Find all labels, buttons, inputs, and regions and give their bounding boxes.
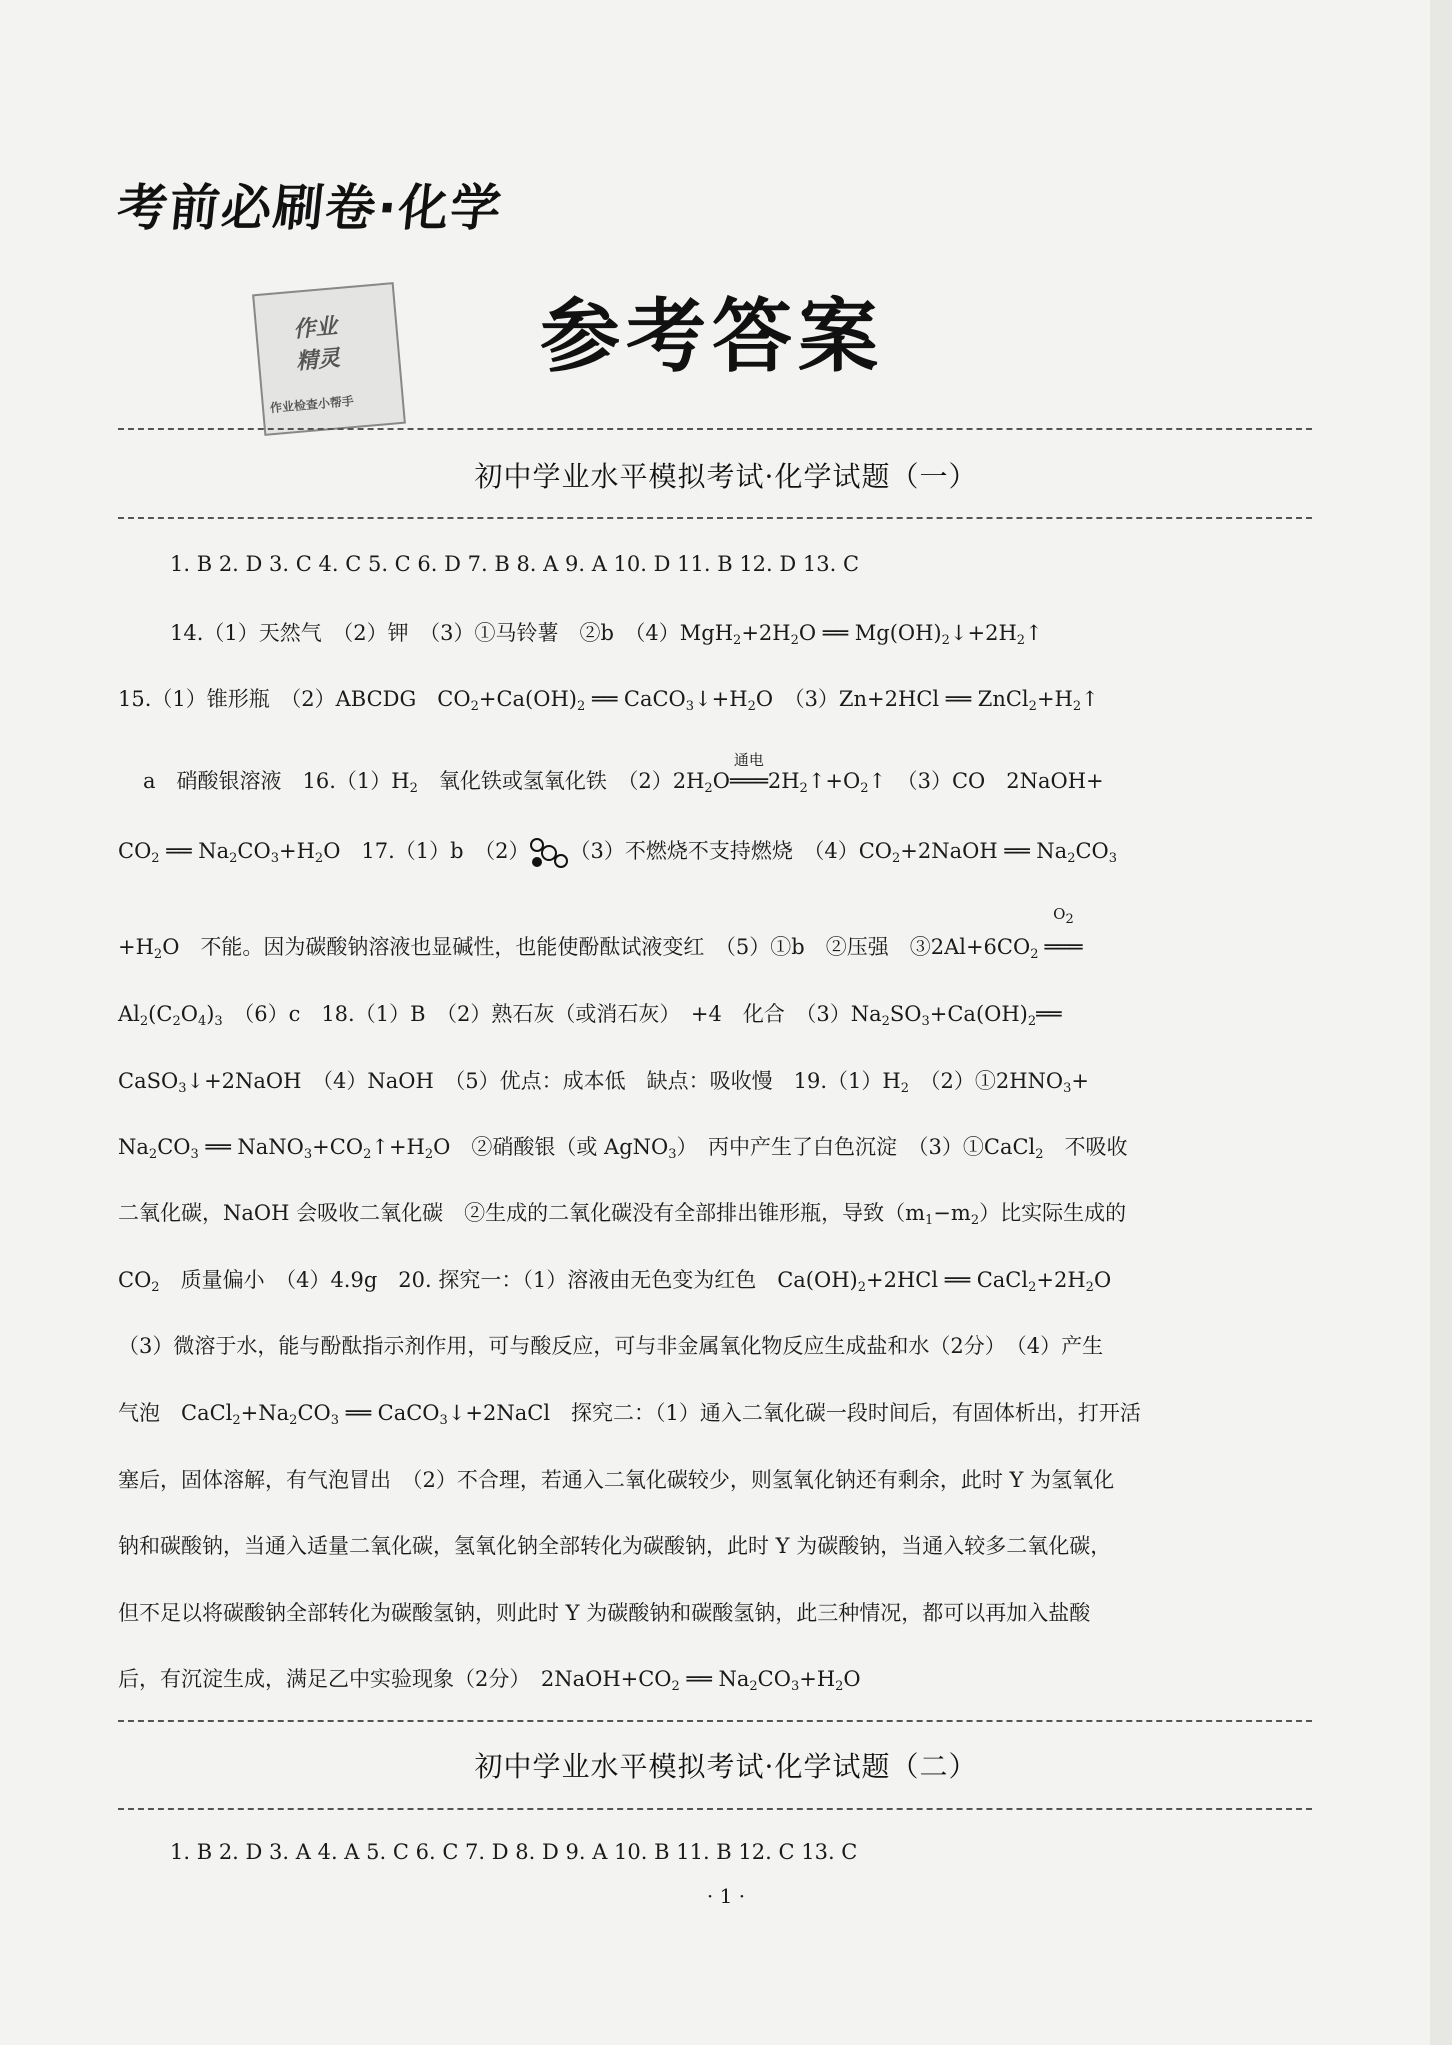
answer-text: 后，有沉淀生成，满足乙中实验现象（2分） <box>118 1667 520 1691</box>
answer-line: CaSO$_3$↓+2NaOH （4）NaOH （5）优点：成本低 缺点：吸收慢 $19.(1)H_2$ $(2)①2HNO_3+$ <box>118 1069 1089 1096</box>
watermark-stamp <box>252 282 406 436</box>
answer-line: 14.（1）天然气 （2）钾 （3）①马铃薯 ②b $(4)MgH_2+2H_2O$ ══ $Mg(OH)_2↓+2H_2↑$ <box>170 621 1043 648</box>
main-title: 参考答案 <box>540 290 884 383</box>
answer-text: ） 丙中产生了白色沉淀 （3）①CaCl <box>676 1135 1036 1159</box>
divider <box>118 1808 1312 1810</box>
answer-text: 探究二：（1）通入二氧化碳一段时间后，有固体析出，打开活 <box>571 1401 1141 1425</box>
answer-text: a 硝酸银溶液 16.（1）H <box>143 769 410 793</box>
answer-line: 钠和碳酸钠，当通入适量二氧化碳，氢氧化钠全部转化为碳酸钠，此时 Y 为碳酸钠，当通入较多二氧化碳， <box>118 1534 1112 1558</box>
section-2-choice-answers: 1. B 2. D 3. A 4. A 5. C 6. C 7. D 8. D 9. A 10. B 11. B 12. C 13. C <box>170 1840 858 1864</box>
reaction-condition: 通电 <box>733 751 764 769</box>
answer-text: +H <box>118 935 154 959</box>
series-title: 考前必刷卷·化学 <box>114 179 506 237</box>
answer-line: $CO_2$ 质量偏小 （4）4.9g 20. 探究一：（1）溶液由无色变为红色 $Ca(OH)_2+2HCl$ ══ $CaCl_2+2H_2O$ <box>118 1268 1112 1295</box>
stamp-line-1: 作业 <box>292 314 339 343</box>
answer-line: $Al_2(C_2O_4)_3$ （6）c 18.（1）B （2）熟石灰（或消石灰） +4 化合 $(3)Na_2SO_3+Ca(OH)_2══$ <box>118 1002 1062 1029</box>
answer-text: 14.（1）天然气 （2）钾 （3）①马铃薯 ②b （4）MgH <box>170 621 734 645</box>
stamp-line-3: 作业检查小帮手 <box>269 394 355 416</box>
section-1-choice-answers: 1. B 2. D 3. C 4. C 5. C 6. D 7. B 8. A 9. A 10. D 11. B 12. D 13. C <box>170 552 860 576</box>
answer-line: $CO_2$ ══ $Na_2CO_3+H_2O$ 17.（1）b （2） （3）不燃烧不支持燃烧 $(4)CO_2+2NaOH$ ══ $Na_2CO_3$ <box>118 835 1117 869</box>
answer-line: （3）微溶于水，能与酚酞指示剂作用，可与酸反应，可与非金属氧化物反应生成盐和水（2分） （4）产生 <box>118 1334 1104 1358</box>
page-number: · 1 · <box>706 1884 746 1908</box>
answer-text: ②硝酸银（或 AgNO <box>471 1135 669 1159</box>
stamp-line-2: 精灵 <box>295 346 342 375</box>
reaction-condition: $O_2$ <box>1053 905 1074 927</box>
answer-line: 后，有沉淀生成，满足乙中实验现象（2分） $2NaOH+CO_2$ ══ $Na_2CO_3+H_2O$ <box>118 1667 861 1694</box>
answer-line: a 硝酸银溶液 $16.(1)H_2$ 氧化铁或氢氧化铁 $(2)2H_2O$ 通电 $═══2H_2↑+O_2↑$ （3）CO 2NaOH+ <box>143 751 1104 796</box>
answer-line: 但不足以将碳酸钠全部转化为碳酸氢钠，则此时 Y 为碳酸钠和碳酸氢钠，此三种情况，都可以再加入盐酸 <box>118 1601 1091 1625</box>
section-2-title: 初中学业水平模拟考试·化学试题（二） <box>474 1750 978 1783</box>
answer-text: O 不能。因为碳酸钠溶液也显碱性，也能使酚酞试液变红 （5）①b ②压强 ③2Al+6CO <box>162 935 1031 959</box>
answer-text: （2）①2HNO <box>929 1069 1064 1093</box>
answer-text: 氧化铁或氢氧化铁 （2）2H <box>417 769 705 793</box>
answer-text: 不吸收 <box>1064 1135 1128 1159</box>
divider <box>118 428 1312 430</box>
answer-line: 塞后，固体溶解，有气泡冒出 （2）不合理，若通入二氧化碳较少，则氢氧化钠还有剩余，此时 Y 为氢氧化 <box>118 1468 1115 1492</box>
answer-text: 气泡 <box>118 1401 160 1425</box>
molecule-diagram-icon <box>529 837 569 869</box>
answer-text: 二氧化碳，NaOH 会吸收二氧化碳 ②生成的二氧化碳没有全部排出锥形瓶，导致（m <box>118 1201 926 1225</box>
answer-line: $Na_2CO_3$ ══ $NaNO_3+CO_2↑+H_2O$ ②硝酸银（或 AgNO$_3$） 丙中产生了白色沉淀 （3）①CaCl$_2$ 不吸收 <box>118 1135 1128 1162</box>
page-edge <box>1430 0 1452 2045</box>
answer-line: 15.（1）锥形瓶 （2）ABCDG $CO_2+Ca(OH)_2$ ══ $CaCO_3↓+H_2O$ （3）Zn+2HCl ══ $ZnCl_2+H_2↑$ <box>118 687 1099 714</box>
answer-line: 二氧化碳，NaOH 会吸收二氧化碳 ②生成的二氧化碳没有全部排出锥形瓶，导致$(m_1-m_2)$比实际生成的 <box>118 1201 1127 1228</box>
condition-text: O <box>1053 905 1066 923</box>
answer-text: （6）c 18.（1）B （2）熟石灰（或消石灰） +4 化合 （3）Na <box>243 1002 882 1026</box>
answer-text: 质量偏小 （4）4.9g 20. 探究一：（1）溶液由无色变为红色 <box>180 1268 757 1292</box>
answer-text: （4）NaOH （5）优点：成本低 缺点：吸收慢 19.（1）H <box>322 1069 901 1093</box>
divider <box>118 517 1312 519</box>
answer-line: 气泡 $CaCl_2+Na_2CO_3$ ══ CaCO$_3$↓+2NaCl 探究二：（1）通入二氧化碳一段时间后，有固体析出，打开活 <box>118 1401 1141 1428</box>
answer-text: 15.（1）锥形瓶 （2）ABCDG <box>118 687 417 711</box>
answer-line: $+H_2O$ 不能。因为碳酸钠溶液也显碱性，也能使酚酞试液变红 （5）①b ②压强 $③2Al+6CO_2$ $O_2$ ═══ <box>118 905 1083 962</box>
answer-text: （3）不燃烧不支持燃烧 （4）CO <box>569 839 892 863</box>
section-1-title: 初中学业水平模拟考试·化学试题（一） <box>474 460 978 493</box>
answer-text: ）比实际生成的 <box>979 1201 1127 1225</box>
answer-text: −m <box>933 1201 971 1225</box>
divider <box>118 1720 1312 1722</box>
